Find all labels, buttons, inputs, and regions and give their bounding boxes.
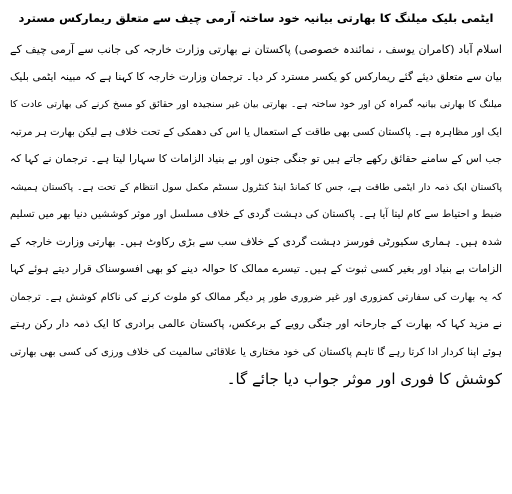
article-line: ایک اور مظاہرہ ہے۔ پاکستان کسی بھی طاقت کے استعمال یا اس کی دھمکی کے تحت خلاف ہے لیکن بھارت ہر مرتبہ	[10, 126, 502, 138]
article-line: پاکستان ایک ذمہ دار ایٹمی طاقت ہے، جس کا کمانڈ اینڈ کنٹرول سسٹم مکمل سول انتظام کے تحت ہے۔ پاکستان ہمیشہ	[10, 181, 502, 193]
article-line: اسلام آباد (کامران یوسف ، نمائندہ خصوصی) پاکستان نے بھارتی وزارت خارجہ کی جانب سے آرمی چیف کے	[10, 43, 502, 56]
article-headline: ایٹمی بلیک میلنگ کا بھارتی بیانیہ خود ساختہ آرمی چیف سے متعلق ریمارکس مسترد	[18, 11, 494, 25]
news-article	[10, 0, 502, 494]
article-line: جب اس کے سامنے حقائق رکھے جاتے ہیں تو جنگی جنون اور بے بنیاد الزامات کا سہارا لیتا ہے۔ ترجمان نے کہا کہ	[10, 153, 502, 165]
article-line: کہ یہ بھارت کی سفارتی کمزوری اور غیر ضروری طور پر دیگر ممالک کو ملوث کرنے کی ناکام کوشش ہے۔ ترجمان	[10, 291, 502, 303]
article-line: بیان سے متعلق دیئے گئے ریمارکس کو یکسر مسترد کر دیا۔ ترجمان وزارت خارجہ کا کہنا ہے کہ مبینہ ایٹمی بلیک	[10, 70, 502, 83]
article-line: ضبط و احتیاط سے کام لیتا آیا ہے۔ پاکستان کی دہشت گردی کے خلاف مسلسل اور موثر کوششیں دنیا بھر میں تسلیم	[10, 209, 502, 220]
article-line: الزامات بے بنیاد اور بغیر کسی ثبوت کے ہیں۔ تیسرے ممالک کا حوالہ دینے کو بھی افسوسناک قرار دیتے ہوئے کہا	[10, 263, 502, 275]
article-line: میلنگ کا بھارتی بیانیہ گمراہ کن اور خود ساختہ ہے۔ بھارتی بیان غیر سنجیدہ اور حقائق کو مسخ کرنے کی بھارتی عادت کا	[10, 99, 502, 110]
article-line: نے مزید کہا کہ بھارت کے جارحانہ اور جنگی رویے کے برعکس، پاکستان عالمی برادری کا ایک ذمہ دار رکن رہتے	[10, 318, 502, 330]
article-line: شدہ ہیں۔ ہماری سکیورٹی فورسز دہشت گردی کے خلاف سب سے بڑی رکاوٹ ہیں۔ بھارتی وزارت خارجہ کے	[10, 235, 502, 248]
article-line: کوشش کا فوری اور موثر جواب دیا جائے گا۔	[226, 370, 502, 388]
article-line: ہوئے اپنا کردار ادا کرتا رہے گا تاہم پاکستان کی خود مختاری یا علاقائی سالمیت کی خلاف ورزی کی کسی بھی بھارتی	[10, 346, 502, 358]
